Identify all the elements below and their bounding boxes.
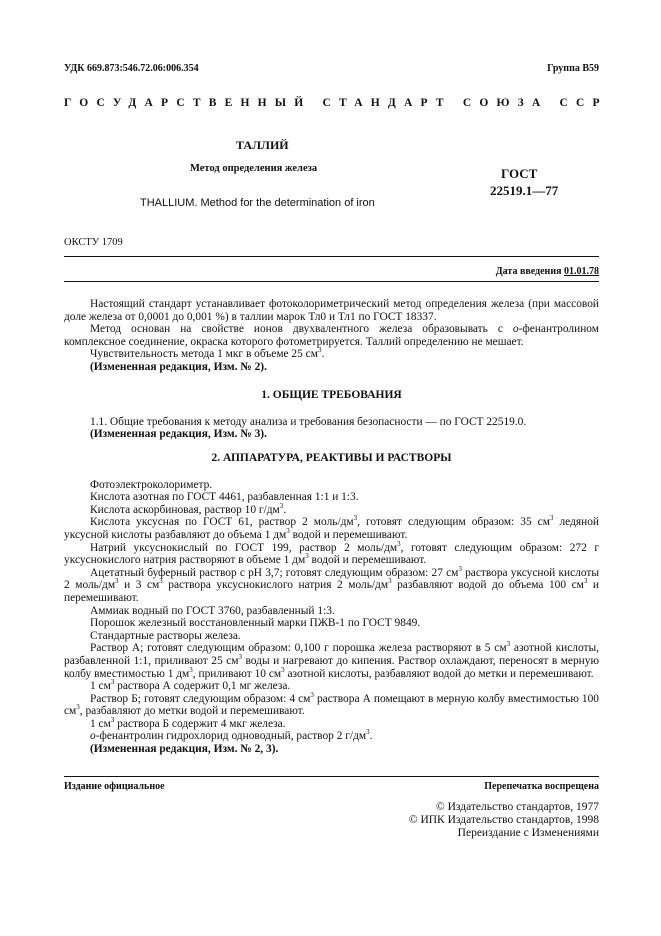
item-iron-powder: Порошок железный восстановленный марки ПЖВ-1 по ГОСТ 9849. (90, 617, 421, 630)
section-2-heading: 2. АППАРАТУРА, РЕАКТИВЫ И РАСТВОРЫ (211, 452, 452, 464)
section-2-edit-note: (Измененная редакция, Изм. № 2, 3). (90, 743, 279, 756)
copyright-1977: © Издательство стандартов, 1977 (435, 801, 599, 813)
udk-code: УДК 669.873:546.72.06:006.354 (64, 63, 199, 74)
item-solution-a-content: 1 $см^3$ раствора А содержит 0,1 мг железа. (90, 678, 291, 693)
section-1-heading: 1. ОБЩИЕ ТРЕБОВАНИЯ (261, 389, 402, 401)
section-1 (64, 389, 599, 441)
intro-edit-note: (Измененная редакция, Изм. № 2). (90, 360, 267, 373)
intro-paragraph-2: Метод основан на свойстве ионов двухвалентного железа образовывать с о-фенантролином комплексное соединение, окраска которого фотометрируется. Таллий определению не мешает. (64, 323, 599, 348)
official-edition-label: Издание официальное (64, 781, 165, 792)
method-title: Метод определения железа (190, 163, 318, 174)
gost-label: ГОСТ (501, 166, 538, 181)
item-photocolorimeter: Фотоэлектроколориметр. (90, 478, 213, 491)
state-standard-banner: ГОСУДАРСТВЕННЫЙ СТАНДАРТ СОЮЗА ССР (64, 97, 608, 109)
intro-date (496, 266, 599, 277)
divider-top (64, 256, 599, 257)
oksty-code: ОКСТУ 1709 (64, 237, 123, 248)
intro-block (64, 298, 599, 374)
item-acetate-buffer: Ацетатный буферный раствор с рН 3,7; готовят следующим образом: 27 $см^3$ раствора уксусной кислоты 2 моль/$дм^3$ и 3 $см^3$ раствора уксуснокислого натрия 2 моль/$дм^3$ разбавляют водой до объема 100 $см^3$ и перемешивают. (64, 564, 600, 604)
intro-paragraph-1: Настоящий стандарт устанавливает фотоколориметрический метод определения железа (при массовой доле железа от 0,0001 до 0,001 %) в таллии марок Тл0 и Тл1 по ГОСТ 18337. (64, 298, 599, 323)
item-sodium-acetate: Натрий уксуснокислый по ГОСТ 199, раствор 2 моль/$дм^3$, готовят следующим образом: 272 г уксуснокислого натрия растворяют в объеме 1 $дм^3$ водой и перемешивают. (64, 539, 599, 567)
reprint-prohibited-label: Перепечатка воспрещена (484, 781, 599, 792)
item-solution-a: Раствор А; готовят следующим образом: 0,100 г порошка железа растворяют в 5 $см^3$ азотной кислоты, разбавленной 1:1, приливают 25 $см^3$ воды и нагревают до кипения. Раствор охлаждают, переносят в мерную колбу вместимостью 1 $дм^3$, приливают 10 $см^3$ азотной кислоты, разбавляют водой до метки и перемешивают. (64, 640, 599, 680)
item-phenanthroline: о-фенантролин гидрохлорид одноводный, раствор 2 $г/дм^3$. (90, 728, 373, 743)
copyright-1998: © ИПК Издательство стандартов, 1998 (408, 814, 599, 826)
standard-title: ТАЛЛИЙ (236, 138, 289, 152)
intro-date-label: Дата введения (495, 266, 562, 277)
gost-number: 22519.1—77 (490, 183, 559, 198)
item-solution-b-content: 1 $см^3$ раствора Б содержит 4 мкг железа. (90, 716, 286, 730)
intro-paragraph-3: Чувствительность метода 1 мкг в объеме 25 $см^3$. (90, 346, 325, 361)
divider-footer (64, 776, 599, 777)
group-code: Группа В59 (547, 63, 599, 74)
intro-date-value: 01.01.78 (564, 266, 599, 277)
reissue-note: Переиздание с Изменениями (457, 827, 599, 839)
item-standard-solutions: Стандартные растворы железа. (90, 629, 241, 642)
item-solution-b: Раствор Б; готовят следующим образом: 4 $см^3$ раствора А помещают в мерную колбу вместимостью 100 $см^3$, разбавляют до метки водой и перемешивают. (64, 690, 600, 718)
gost-designation (490, 165, 558, 199)
divider-date (64, 281, 599, 282)
english-title: THALLIUM. Method for the determination of iron (140, 197, 375, 209)
section-1-edit-note: (Измененная редакция, Изм. № 3). (90, 428, 267, 441)
item-nitric-acid: Кислота азотная по ГОСТ 4461, разбавленная 1:1 и 1:3. (90, 491, 359, 504)
section-1-paragraph: 1.1. Общие требования к методу анализа и требования безопасности — по ГОСТ 22519.0. (90, 415, 527, 428)
item-ammonia: Аммиак водный по ГОСТ 3760, разбавленный 1:3. (90, 604, 335, 617)
item-acetic-acid: Кислота уксусная по ГОСТ 61, раствор 2 моль/$дм^3$, готовят следующим образом: 35 $см^3$ ледяной уксусной кислоты разбавляют до объема 1 $дм^3$ водой и перемешивают. (64, 514, 599, 541)
item-ascorbic-acid: Кислота аскорбиновая, раствор 10 $г/дм^3$. (90, 501, 287, 516)
section-2 (64, 452, 599, 756)
copyright-block (409, 801, 599, 840)
